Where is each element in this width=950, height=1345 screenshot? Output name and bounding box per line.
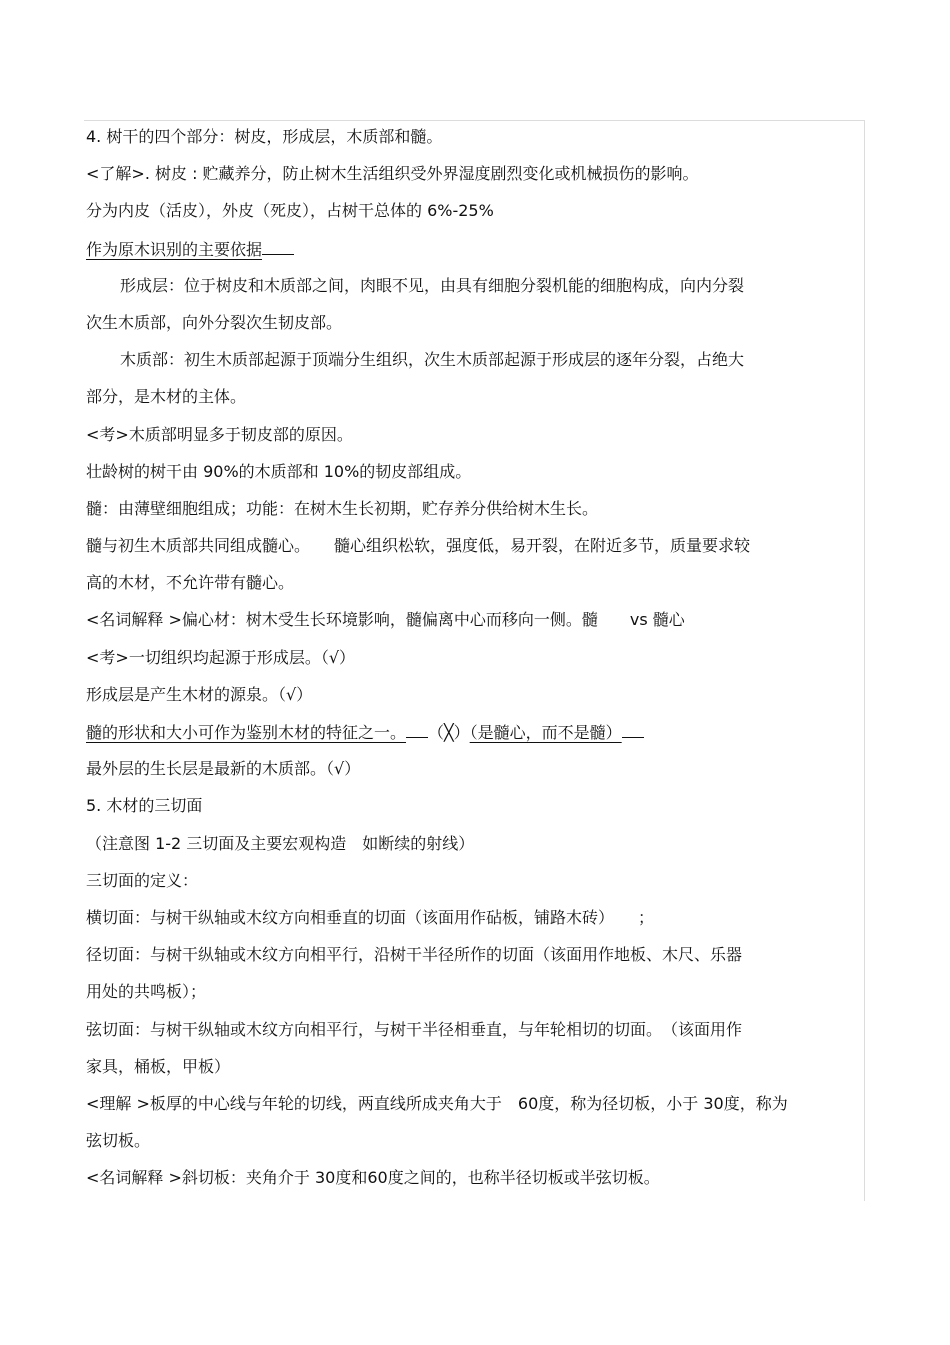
underlined-text: 髓的形状和大小可作为鉴别木材的特征之一。 [86,723,407,742]
text-line: 髓：由薄壁细胞组成；功能：在树木生长初期，贮存养分供给树木生长。 [86,498,599,518]
section-heading: 5. 木材的三切面 [86,796,203,816]
text-line: 部分，是木材的主体。 [86,387,247,407]
text-line: 三切面的定义： [86,870,199,890]
false-mark: （╳） [428,723,470,742]
text-line: 形成层是产生木材的源泉。（√） [86,684,313,704]
text-line-underlined [86,236,864,273]
text-line: 弦切板。 [86,1131,151,1151]
text-line: 木质部：初生木质部起源于顶端分生组织，次生木质部起源于形成层的逐年分裂，占绝大 [120,350,745,370]
text-line: 形成层：位于树皮和木质部之间，肉眼不见，由具有细胞分裂机能的细胞构成，向内分裂 [120,275,745,295]
text-line: 4. 树干的四个部分：树皮，形成层，木质部和髓。 [86,127,443,146]
underlined-text: 作为原木识别的主要依据 [86,239,263,259]
text-line: 横切面：与树干纵轴或木纹方向相垂直的切面（该面用作砧板，铺路木砖） ； [86,907,655,927]
text-line: 家具，桶板，甲板） [86,1056,231,1076]
text-line: <考>一切组织均起源于形成层。（√） [86,647,356,667]
text-line: <考>木质部明显多于韧皮部的原因。 [86,424,353,444]
text-line: <名词解释 >斜切板：夹角介于 30度和60度之间的，也称半径切板或半弦切板。 [86,1168,660,1188]
text-line: <理解 >板厚的中心线与年轮的切线，两直线所成夹角大于 60度，称为径切板，小于 30度，称为 [86,1093,788,1113]
text-line: <了解>. 树皮 : 贮藏养分，防止树木生活组织受外界湿度剧烈变化或机械损伤的影响。 [86,164,699,184]
text-line: 次生木质部，向外分裂次生韧皮部。 [86,312,343,332]
underline-blank [406,719,428,738]
text-line: 弦切面：与树干纵轴或木纹方向相平行，与树干半径相垂直，与年轮相切的切面。 （该面用作 [86,1019,743,1039]
document-body [86,124,864,1202]
underlined-note: （是髓心，而不是髓） [469,723,622,742]
text-line-underlined [86,719,864,756]
text-line: 壮龄树的树干由 90%的木质部和 10%的韧皮部组成。 [86,461,472,481]
text-line: 高的木材，不允许带有髓心。 [86,573,295,593]
text-line: 分为内皮（活皮），外皮（死皮），占树干总体的 6%-25% [86,201,494,221]
text-line: <名词解释 >偏心材：树木受生长环境影响，髓偏离中心而移向一侧。髓 vs 髓心 [86,610,685,630]
text-line: （注意图 1-2 三切面及主要宏观构造 如断续的射线） [86,833,475,853]
text-line: 髓与初生木质部共同组成髓心。 髓心组织松软，强度低，易开裂，在附近多节，质量要求较 [86,536,751,556]
text-line: 径切面：与树干纵轴或木纹方向相平行，沿树干半径所作的切面（该面用作地板、木尺、乐器 [86,945,743,965]
underline-blank [262,236,294,255]
text-line: 最外层的生长层是最新的木质部。（√） [86,759,361,779]
underline-blank [622,719,644,738]
text-line: 用处的共鸣板）； [86,982,207,1002]
